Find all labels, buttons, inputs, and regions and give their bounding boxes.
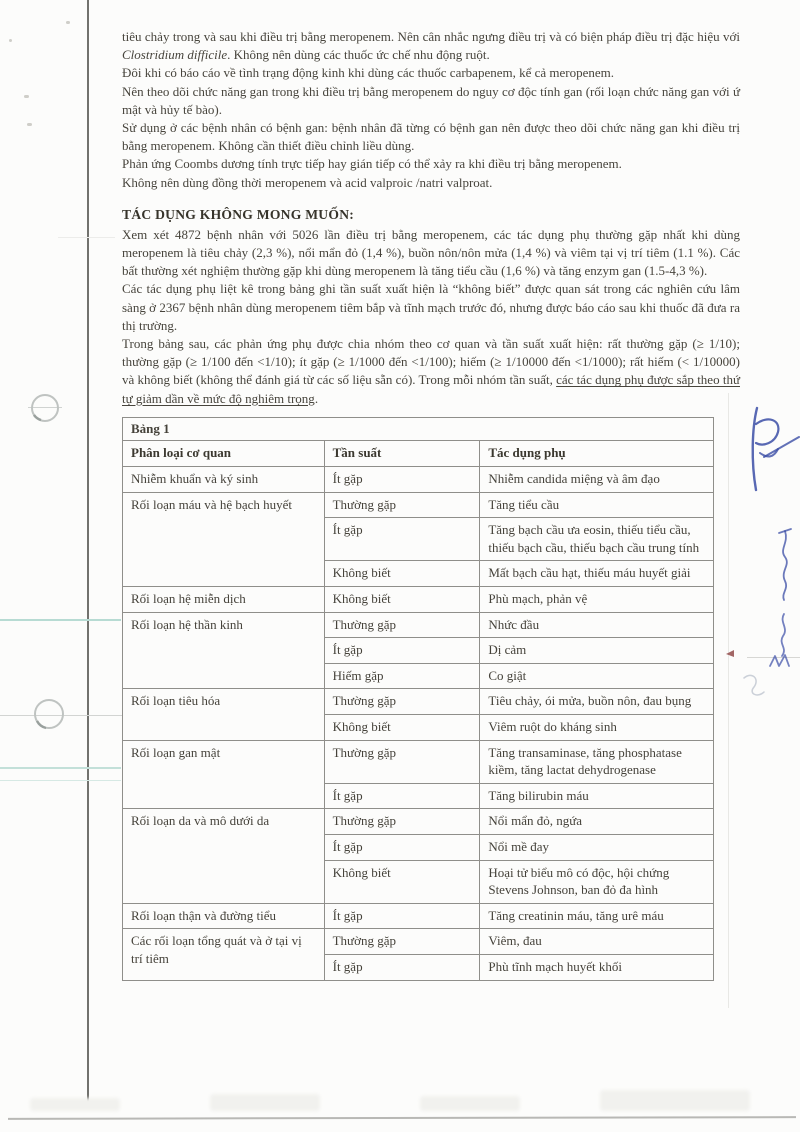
- frequency-cell: Thường gặp: [324, 492, 480, 518]
- effect-cell: Tăng bạch cầu ưa eosin, thiếu tiểu cầu, thiếu bạch cầu, thiếu bạch cầu trung tính: [480, 518, 714, 561]
- effect-cell: Viêm, đau: [480, 929, 714, 955]
- pen-scribble-vertical: [783, 531, 787, 600]
- frequency-cell: Ít gặp: [324, 954, 480, 980]
- scan-line: [28, 407, 62, 408]
- paragraph: Xem xét 4872 bệnh nhân với 5026 lần điều trị bằng meropenem, các tác dụng phụ thường gặp nhất khi dùng meropenem là tiêu chảy (2,3 %), nổi mẩn đỏ (1,4 %), buồn nôn/nôn mửa (1,4 %) và viêm tại vị trí tiêm (1.1 %). Các bất thường xét nghiệm thường gặp khi dùng meropenem là tăng tiểu cầu (1,6 %) và tăng enzym gan (1.5-4,3 %).: [122, 226, 740, 279]
- frequency-cell: Ít gặp: [324, 518, 480, 561]
- organ-cell: Các rối loạn tổng quát và ở tại vị trí tiêm: [123, 929, 325, 980]
- effect-cell: Nổi mẩn đỏ, ngứa: [480, 809, 714, 835]
- hole-punch-bottom: [35, 700, 63, 728]
- frequency-cell: Không biết: [324, 860, 480, 903]
- document-content: [122, 28, 740, 981]
- paragraph: Các tác dụng phụ liệt kê trong bảng ghi tần suất xuất hiện là “không biết” được quan sát trong các nghiên cứu lâm sàng ở 2367 bệnh nhân dùng meropenem tiêm bắp và tĩnh mạch trước đó, nhưng được báo cáo sau khi thuốc đã đưa ra thị trường.: [122, 281, 740, 333]
- section-paragraphs: [122, 226, 740, 408]
- effect-cell: Tiêu chảy, ói mửa, buồn nôn, đau bụng: [480, 689, 714, 715]
- pen-scribble-bar: [779, 529, 791, 533]
- organ-cell: Nhiễm khuẩn và ký sinh: [123, 467, 325, 493]
- frequency-cell: Ít gặp: [324, 467, 480, 493]
- pen-paraph-tail: [760, 449, 778, 456]
- table-header-row: [123, 441, 714, 467]
- scan-line: [747, 657, 800, 658]
- paragraph: Trong bảng sau, các phản ứng phụ được chia nhóm theo cơ quan và tần suất xuất hiện: rất thường gặp (≥ 1/10); thường gặp (≥ 1/100 đến <1/10); ít gặp (≥ 1/1000 đến <1/100); hiếm (≥ 1/10000 đến <1/1000); rất hiếm (< 1/10000) và không biết (không thể đánh giá từ các số liệu sẵn có). Trong mỗi nhóm tần suất, các tác dụng phụ được sắp theo thứ tự giảm dần về mức độ nghiêm trọng.: [122, 336, 740, 406]
- table-caption-row: [123, 417, 714, 441]
- paragraph: Sử dụng ở các bệnh nhân có bệnh gan: bệnh nhân đã từng có bệnh gan nên được theo dõi chức năng gan khi điều trị bằng meropenem. Không cần thiết điều chỉnh liều dùng.: [122, 120, 740, 154]
- column-header-frequency: Tần suất: [324, 441, 480, 467]
- scan-line: [58, 237, 115, 238]
- effect-cell: Nhức đầu: [480, 612, 714, 638]
- effect-cell: Nổi mề đay: [480, 834, 714, 860]
- hole-punch-top: [32, 395, 58, 421]
- frequency-cell: Ít gặp: [324, 903, 480, 929]
- scan-edge-line: [87, 0, 89, 1106]
- paragraph: Phản ứng Coombs dương tính trực tiếp hay gián tiếp có thể xảy ra khi điều trị bằng meropenem.: [122, 156, 622, 172]
- adverse-effects-table: [122, 417, 714, 981]
- paragraph: Không nên dùng đồng thời meropenem và acid valproic /natri valproat.: [122, 174, 493, 190]
- intro-paragraphs: [122, 28, 740, 192]
- organ-cell: Rối loạn máu và hệ bạch huyết: [123, 492, 325, 586]
- column-header-organ: Phân loại cơ quan: [123, 441, 325, 467]
- pencil-scribble: [744, 675, 764, 695]
- paragraph: tiêu chảy trong và sau khi điều trị bằng meropenem. Nên cân nhắc ngưng điều trị và có biện pháp điều trị đặc hiệu với Clostridium difficile. Không nên dùng các thuốc ức chế nhu động ruột.: [122, 29, 740, 63]
- organ-cell: Rối loạn hệ miễn dịch: [123, 587, 325, 613]
- frequency-cell: Thường gặp: [324, 929, 480, 955]
- frequency-cell: Thường gặp: [324, 809, 480, 835]
- frequency-cell: Thường gặp: [324, 689, 480, 715]
- organ-cell: Rối loạn tiêu hóa: [123, 689, 325, 740]
- scan-line: [0, 715, 122, 716]
- scan-speck: [24, 95, 29, 98]
- organ-cell: Rối loạn gan mật: [123, 740, 325, 809]
- section-heading-adverse-effects: TÁC DỤNG KHÔNG MONG MUỐN:: [122, 206, 355, 222]
- effect-cell: Mất bạch cầu hạt, thiếu máu huyết giải: [480, 561, 714, 587]
- pen-paraph-flourish: [764, 437, 799, 457]
- organ-cell: Rối loạn da và mô dưới da: [123, 809, 325, 903]
- paragraph: Nên theo dõi chức năng gan trong khi điều trị bằng meropenem do nguy cơ độc tính gan (rối loạn chức năng gan với ứ mật và hủy tế bào).: [122, 83, 740, 117]
- frequency-cell: Không biết: [324, 587, 480, 613]
- effect-cell: Hoại tử biểu mô có độc, hội chứng Stevens Johnson, ban đỏ đa hình: [480, 860, 714, 903]
- hole-punch-bottom-shadow: [37, 721, 46, 728]
- organ-cell: Rối loạn hệ thần kinh: [123, 612, 325, 689]
- pen-paraph-stroke: [753, 408, 757, 490]
- ruled-line: [0, 767, 121, 769]
- frequency-cell: Không biết: [324, 561, 480, 587]
- table-row: [123, 467, 714, 493]
- table-caption: Bảng 1: [123, 417, 714, 441]
- frequency-cell: Hiếm gặp: [324, 663, 480, 689]
- table-row: [123, 809, 714, 835]
- ruled-line: [0, 619, 121, 621]
- hole-punch-top-shadow: [34, 415, 41, 420]
- adverse-effects-table-body: [123, 417, 714, 980]
- table-row: [123, 492, 714, 518]
- pen-scribble-vertical-2: [782, 614, 785, 656]
- effect-cell: Dị cảm: [480, 638, 714, 664]
- effect-cell: Tăng tiểu cầu: [480, 492, 714, 518]
- effect-cell: Phù tĩnh mạch huyết khối: [480, 954, 714, 980]
- effect-cell: Nhiễm candida miệng và âm đạo: [480, 467, 714, 493]
- frequency-cell: Không biết: [324, 714, 480, 740]
- scan-speck: [9, 39, 12, 42]
- effect-cell: Viêm ruột do kháng sinh: [480, 714, 714, 740]
- effect-cell: Phù mạch, phản vệ: [480, 587, 714, 613]
- table-row: [123, 929, 714, 955]
- effect-cell: Tăng bilirubin máu: [480, 783, 714, 809]
- scan-smudge: [210, 1094, 320, 1111]
- effect-cell: Co giật: [480, 663, 714, 689]
- column-header-effect: Tác dụng phụ: [480, 441, 714, 467]
- organ-cell: Rối loạn thận và đường tiểu: [123, 903, 325, 929]
- frequency-cell: Thường gặp: [324, 612, 480, 638]
- effect-cell: Tăng transaminase, tăng phosphatase kiềm, tăng lactat dehydrogenase: [480, 740, 714, 783]
- scan-speck: [27, 123, 32, 126]
- table-row: [123, 689, 714, 715]
- frequency-cell: Ít gặp: [324, 834, 480, 860]
- scan-smudge: [600, 1090, 750, 1111]
- table-row: [123, 903, 714, 929]
- effect-cell: Tăng creatinin máu, tăng urê máu: [480, 903, 714, 929]
- page-bottom-edge: [8, 1116, 796, 1120]
- scan-speck: [66, 21, 70, 24]
- table-row: [123, 612, 714, 638]
- frequency-cell: Thường gặp: [324, 740, 480, 783]
- paragraph: Đôi khi có báo cáo về tình trạng động kinh khi dùng các thuốc carbapenem, kể cả meropenem.: [122, 65, 615, 81]
- scan-smudge: [420, 1096, 520, 1111]
- scan-smudge: [30, 1098, 120, 1111]
- table-row: [123, 587, 714, 613]
- frequency-cell: Ít gặp: [324, 783, 480, 809]
- ruled-line: [0, 780, 121, 781]
- frequency-cell: Ít gặp: [324, 638, 480, 664]
- table-row: [123, 740, 714, 783]
- pen-paraph-loop: [756, 419, 778, 444]
